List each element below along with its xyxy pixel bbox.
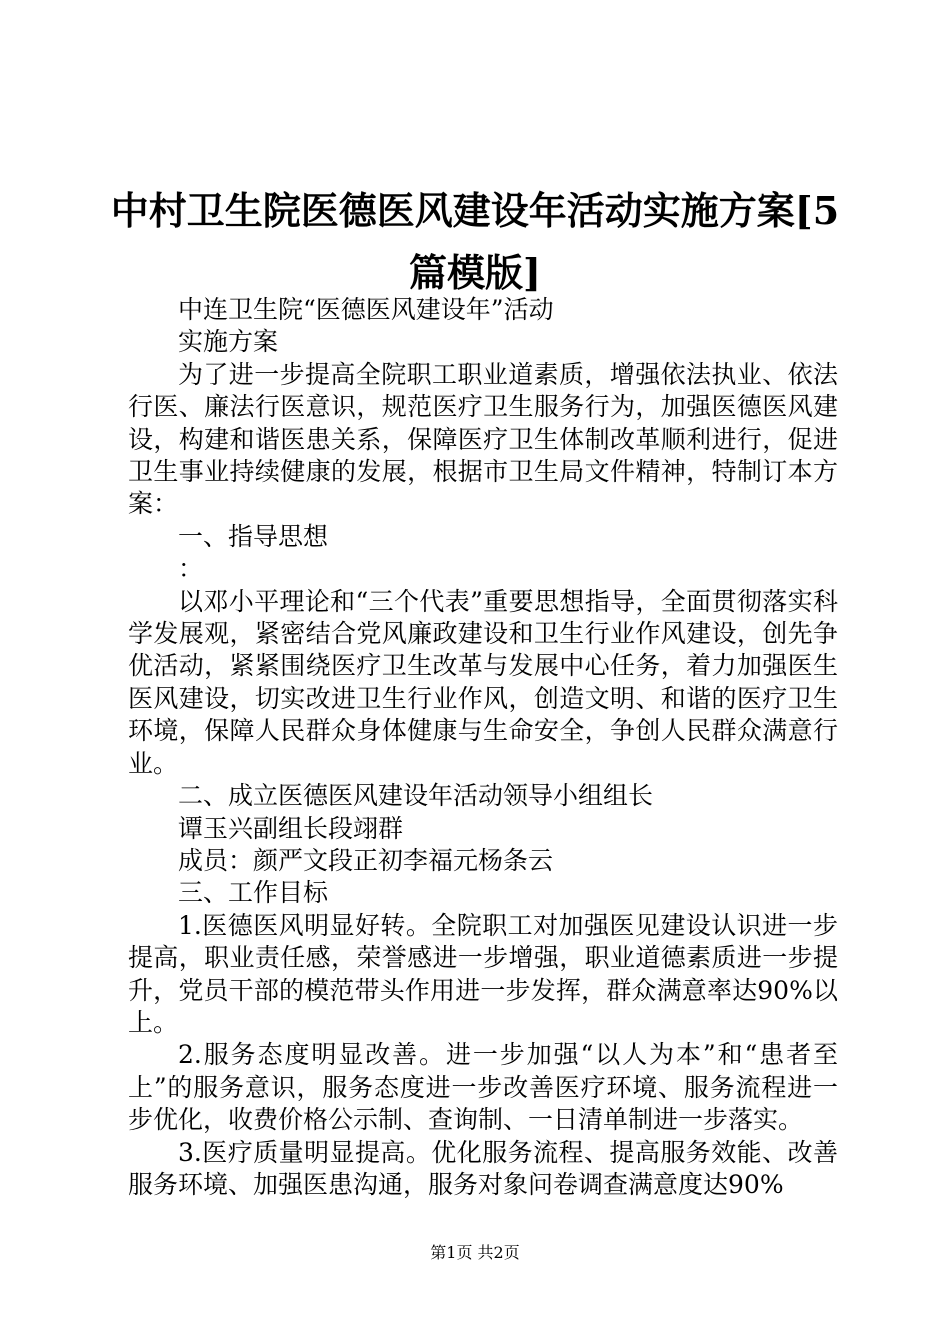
paragraph-guiding-thought: 以邓小平理论和“三个代表”重要思想指导，全面贯彻落实科学发展观，紧密结合党风廉政建设和卫生行业作风建设，创先争优活动，紧紧围绕医疗卫生改革与发展中心任务，着力加强医生医风建设，切实改进卫生行业作风，创造文明、和谐的医疗卫生环境，保障人民群众身体健康与生命安全，争创人民群众满意行业。 (128, 586, 838, 778)
document-title: 中村卫生院医德医风建设年活动实施方案[5篇模版] (110, 188, 840, 295)
section-heading-work-goals: 三、工作目标 (178, 878, 329, 908)
page-footer: 第1页 共2页 (430, 1243, 520, 1262)
paragraph-goal-2: 2.服务态度明显改善。进一步加强“以人为本”和“患者至上”的服务意识，服务态度进一步改善医疗环境、服务流程进一步优化，收费价格公示制、查询制、一日清单制进一步落实。 (128, 1040, 838, 1135)
paragraph-goal-3: 3.医疗质量明显提高。优化服务流程、提高服务效能、改善服务环境、加强医患沟通，服务对象问卷调查满意度达90% (128, 1137, 838, 1199)
paragraph-leaders: 谭玉兴副组长段翊群 (178, 813, 404, 843)
document-body (128, 294, 838, 1201)
paragraph-colon: ： (178, 554, 204, 584)
paragraph-plan-heading: 实施方案 (178, 327, 279, 357)
paragraph-org-heading: 中连卫生院“医德医风建设年”活动 (178, 295, 554, 324)
section-heading-guiding-thought: 一、指导思想 (178, 521, 329, 551)
paragraph-goal-1: 1.医德医风明显好转。全院职工对加强医见建设认识进一步提高，职业责任感，荣誉感进一步增强，职业道德素质进一步提升，党员干部的模范带头作用进一步发挥，群众满意率达90%以上。 (128, 910, 838, 1037)
section-heading-leadership-group: 二、成立医德医风建设年活动领导小组组长 (178, 781, 654, 811)
paragraph-members: 成员：颜严文段正初李福元杨条云 (178, 845, 554, 875)
paragraph-intro: 为了进一步提高全院职工职业道素质，增强依法执业、依法行医、廉法行医意识，规范医疗卫生服务行为，加强医德医风建设，构建和谐医患关系，保障医疗卫生体制改革顺利进行，促进卫生事业持续健康的发展，根据市卫生局文件精神，特制订本方案： (128, 359, 838, 519)
